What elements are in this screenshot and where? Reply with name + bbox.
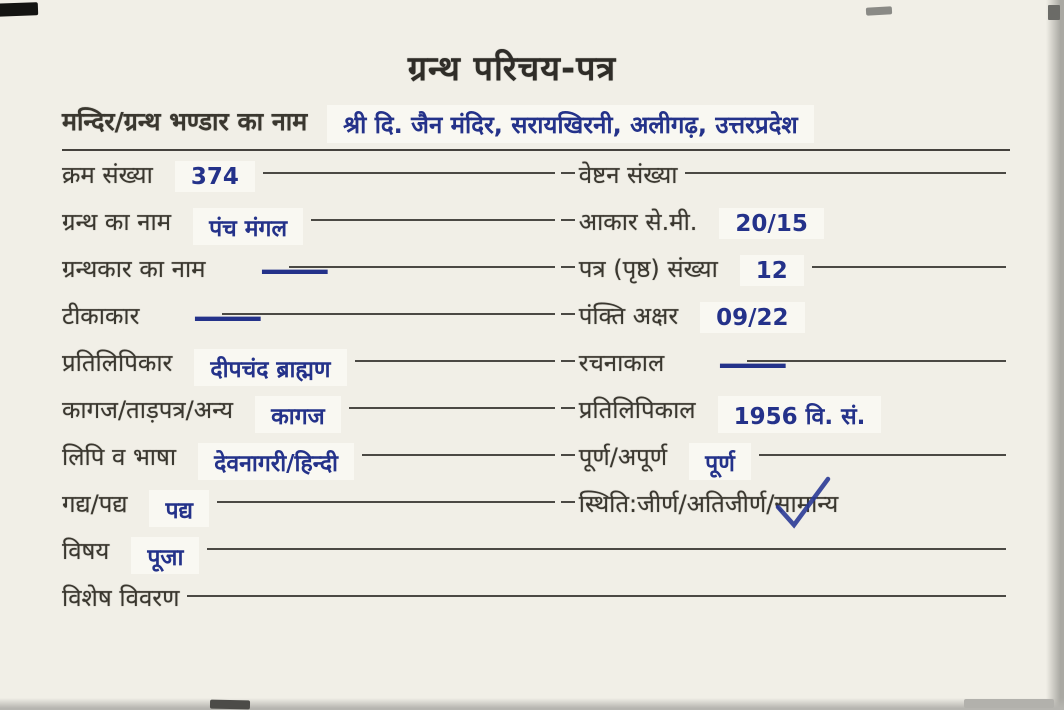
rule-line [561, 407, 575, 409]
field-granth-name [62, 205, 561, 245]
field-label: रचनाकाल [578, 349, 665, 377]
page-title: ग्रन्थ परिचय-पत्र [407, 49, 617, 89]
field-value: कागज [255, 396, 341, 433]
field-leaf-count [561, 252, 1012, 286]
field-material [62, 393, 561, 433]
field-row [62, 581, 1012, 628]
field-label: पत्र (पृष्ठ) संख्या [578, 255, 718, 283]
field-value: 09/22 [700, 302, 804, 333]
field-label: पंक्ति अक्षर [578, 302, 679, 330]
rule-line [685, 172, 1006, 174]
header-rule-line [62, 149, 1010, 151]
field-label: प्रतिलिपिकार [62, 349, 173, 377]
field-label: ग्रन्थकार का नाम [62, 255, 206, 283]
rule-line [207, 548, 1006, 550]
field-author-name [62, 251, 561, 291]
field-row [62, 299, 1012, 346]
rule-line [812, 266, 1006, 268]
field-value: 374 [175, 161, 255, 192]
field-label: क्रम संख्या [62, 161, 153, 189]
field-label: गद्य/पद्य [62, 490, 128, 518]
rule-line [561, 501, 575, 503]
field-script-language [62, 440, 561, 480]
rule-line [561, 219, 575, 221]
rule-line [561, 172, 575, 174]
field-label: विषय [62, 537, 110, 565]
rule-line [311, 219, 555, 221]
scan-edge-bottom [0, 698, 1064, 710]
field-bundle-number [561, 158, 1012, 191]
blank-dash-value: — [716, 345, 790, 385]
scan-artifact-right-corner [1048, 5, 1060, 20]
header-field-value: श्री दि. जैन मंदिर, सरायखिरनी, अलीगढ़, उत्तरप्रदेश [327, 105, 814, 143]
rule-line [561, 360, 575, 362]
field-composition-date [561, 345, 1012, 385]
blank-dash-value: — [191, 298, 266, 338]
field-value: देवनागरी/हिन्दी [198, 443, 354, 480]
field-complete-incomplete [561, 440, 1012, 480]
field-value: 12 [740, 255, 804, 286]
field-label: टीकाकार [62, 302, 140, 330]
field-row [62, 534, 1012, 581]
field-value: पूर्ण [689, 443, 751, 480]
field-value: दीपचंद ब्राह्मण [194, 349, 346, 386]
blank-dash-value: — [257, 251, 332, 291]
rule-line [561, 454, 575, 456]
field-row [62, 440, 1012, 487]
field-scribe [62, 346, 561, 386]
field-commentator [62, 298, 561, 338]
field-copy-date [561, 393, 1012, 433]
fields-grid [62, 158, 1012, 628]
rule-line [355, 360, 555, 362]
scan-artifact-top-left [0, 2, 38, 17]
field-row [62, 487, 1012, 534]
field-label: विशेष विवरण [62, 584, 180, 612]
rule-line [759, 454, 1006, 456]
scan-artifact-bottom-left [210, 700, 250, 710]
field-value: पद्य [149, 490, 209, 527]
field-label: आकार से.मी. [578, 208, 698, 236]
field-condition [561, 487, 1012, 520]
field-row [62, 393, 1012, 440]
scan-edge-right [1046, 0, 1064, 710]
rule-line [362, 454, 555, 456]
field-value: 1956 वि. सं. [718, 396, 882, 433]
field-special-details [62, 581, 1012, 614]
rule-line [561, 266, 575, 268]
field-size-cm [561, 205, 1012, 239]
header-field-row [62, 104, 1014, 143]
field-row [62, 205, 1012, 252]
field-label: पूर्ण/अपूर्ण [578, 443, 668, 471]
rule-line [561, 313, 575, 315]
rule-line [263, 172, 555, 174]
field-label: लिपि व भाषा [62, 443, 177, 471]
field-row [62, 158, 1012, 205]
field-label: प्रतिलिपिकाल [578, 396, 696, 424]
rule-line [222, 313, 554, 315]
condition-checked-option [774, 487, 838, 520]
field-label: कागज/ताड़पत्र/अन्य [62, 396, 234, 424]
field-row [62, 346, 1012, 393]
rule-line [217, 501, 555, 503]
field-label: सामान्य [774, 490, 839, 518]
field-subject [62, 534, 1012, 574]
field-label: ग्रन्थ का नाम [62, 208, 172, 236]
field-label: स्थिति:जीर्ण/अतिजीर्ण/ [578, 490, 775, 518]
field-row [62, 252, 1012, 299]
field-value: पंच मंगल [193, 208, 303, 245]
rule-line [187, 595, 1006, 597]
rule-line [349, 407, 555, 409]
field-value: 20/15 [719, 208, 823, 239]
field-prose-verse [62, 487, 561, 527]
field-serial-number [62, 158, 561, 192]
field-lines-letters [561, 299, 1012, 333]
scan-artifact-bottom-right [964, 699, 1054, 708]
field-value: पूजा [131, 537, 199, 574]
field-label: वेष्टन संख्या [578, 161, 678, 189]
header-field-label: मन्दिर/ग्रन्थ भण्डार का नाम [62, 107, 308, 136]
scan-artifact-top-right [866, 6, 892, 15]
